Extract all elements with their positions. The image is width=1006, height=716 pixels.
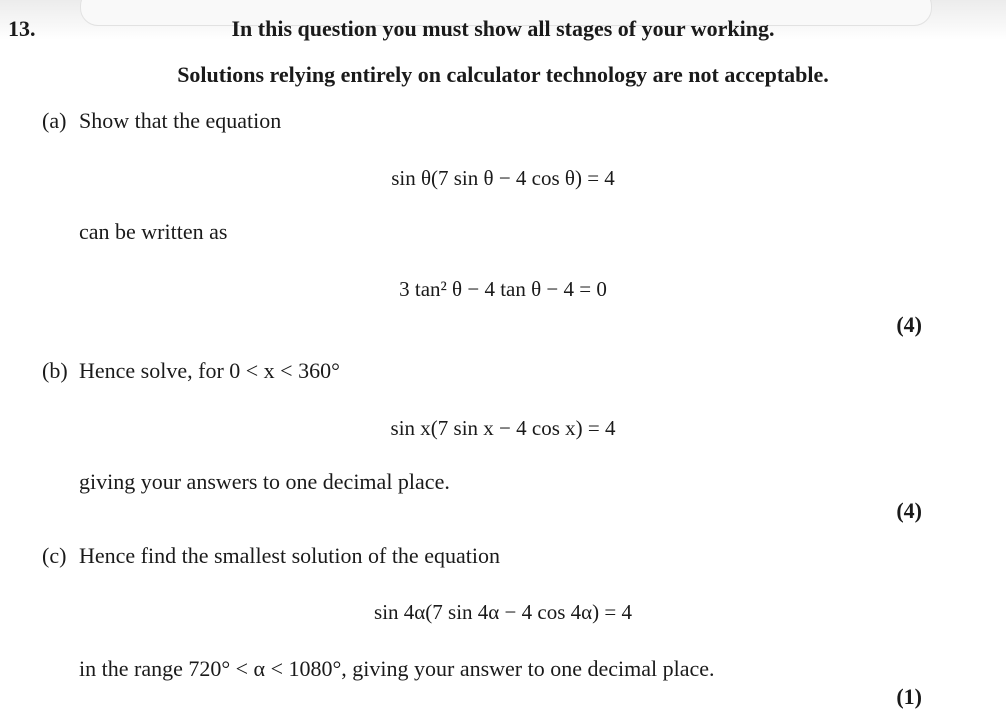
part-b-followup: giving your answers to one decimal place. [79,469,450,494]
question-number: 13. [8,16,36,41]
part-a-connector: can be written as [79,219,228,244]
part-c-label: (c) [42,543,67,568]
part-b-equation: sin x(7 sin x − 4 cos x) = 4 [390,416,616,440]
part-a-equation-2: 3 tan² θ − 4 tan θ − 4 = 0 [399,277,607,301]
part-b-label: (b) [42,358,68,383]
part-c-prompt: Hence find the smallest solution of the equation [79,543,500,568]
part-a-prompt: Show that the equation [79,108,282,133]
part-b-marks: (4) [896,498,922,523]
instruction-line-2: Solutions relying entirely on calculator technology are not acceptable. [177,62,829,87]
part-c-followup: in the range 720° < α < 1080°, giving your answer to one decimal place. [79,656,715,681]
part-a-label: (a) [42,108,67,133]
part-c-marks: (1) [896,684,922,709]
instruction-line-1: In this question you must show all stages of your working. [231,16,775,41]
part-b-prompt: Hence solve, for 0 < x < 360° [79,358,340,383]
part-a-equation-1: sin θ(7 sin θ − 4 cos θ) = 4 [391,166,615,190]
part-c-equation: sin 4α(7 sin 4α − 4 cos 4α) = 4 [374,600,632,624]
part-a-marks: (4) [896,312,922,337]
